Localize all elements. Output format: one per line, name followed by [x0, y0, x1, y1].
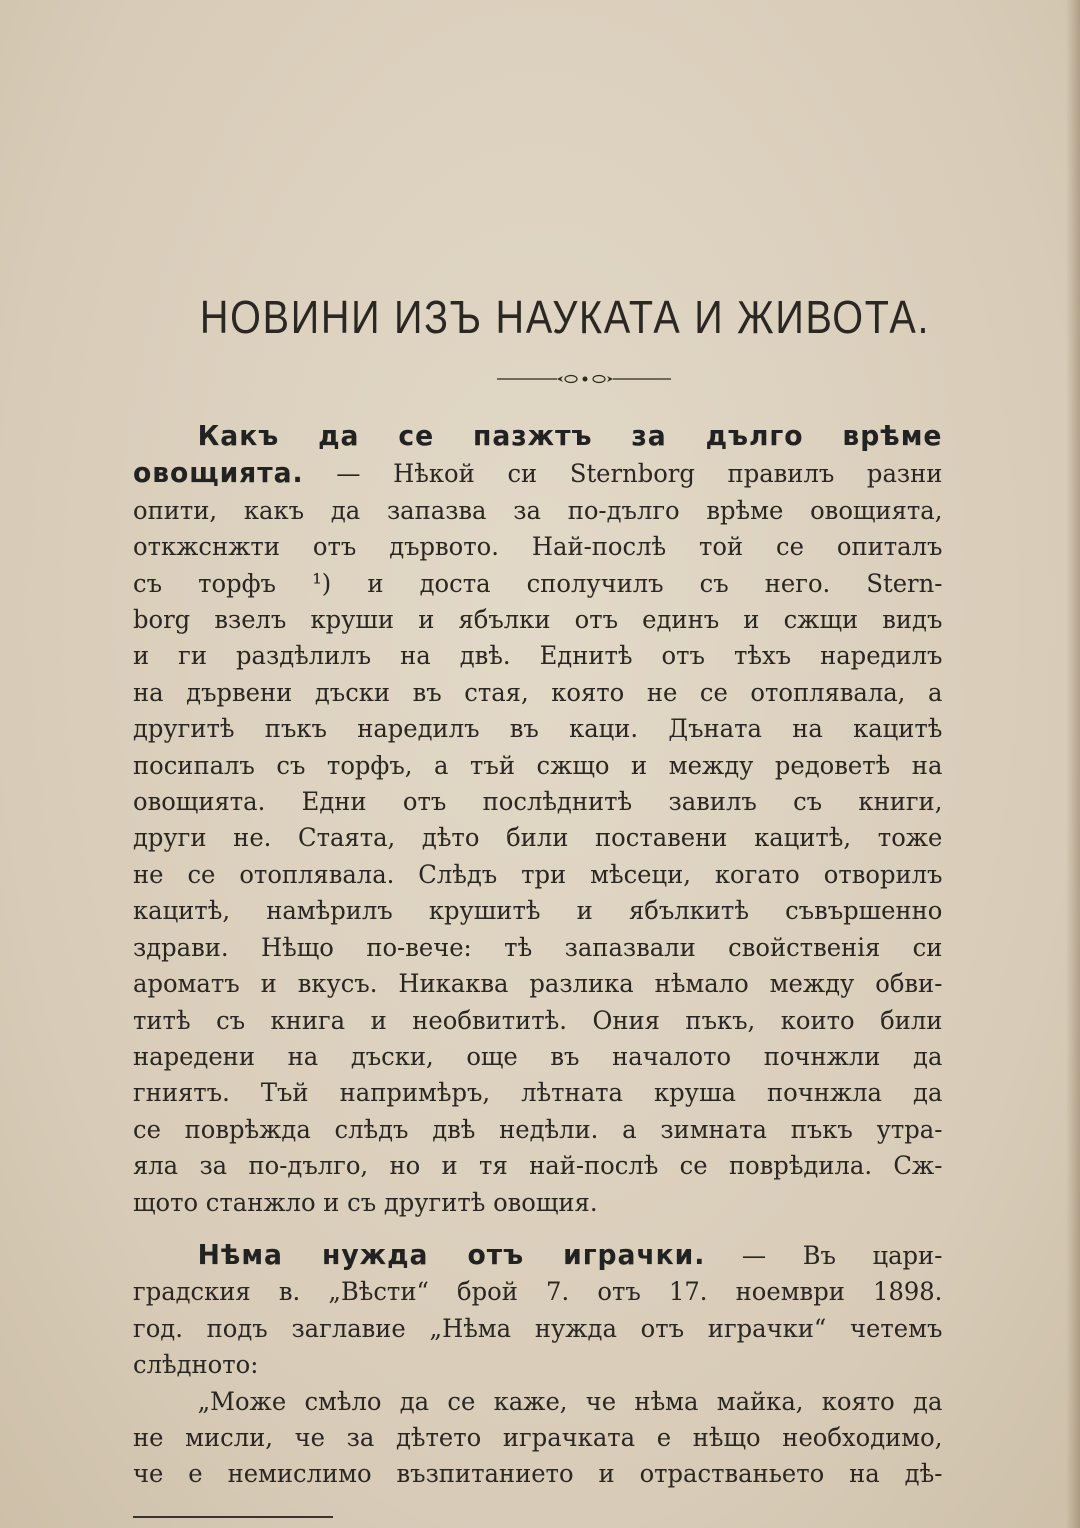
footnote-divider	[133, 1516, 333, 1518]
text-line: гниятъ. Тъй напримѣръ, лѣтната круша почнжла да	[133, 1078, 943, 1109]
page-title: НОВИНИ ИЗЪ НАУКАТА И ЖИВОТА.	[199, 291, 931, 343]
text-line: „Може смѣло да се каже, че нѣма майка, която да	[197, 1386, 943, 1417]
text-line: ароматъ и вкусъ. Никаква разлика нѣмало между обви-	[133, 969, 943, 1000]
text-line: и ги раздѣлилъ на двѣ. Еднитѣ отъ тѣхъ наредилъ	[133, 641, 943, 672]
text-line: овощията. Едни отъ послѣднитѣ завилъ съ книги,	[133, 787, 943, 818]
text-line: съ торфъ ¹) и доста сполучилъ съ него. Stern-	[133, 568, 943, 599]
text-line: borg взелъ круши и ябълки отъ единъ и сжщи видъ	[133, 605, 943, 636]
text-line: на дървени дъски въ стая, която не се отоплявала, а	[133, 677, 943, 708]
section-heading-cont: овощията.	[133, 456, 304, 490]
text-line: посипалъ съ торфъ, а тъй сжщо и между редоветѣ на	[133, 750, 943, 781]
text-line	[133, 418, 942, 455]
text-line: се поврѣжда слѣдъ двѣ недѣли. а зимната пъкъ утра-	[133, 1114, 943, 1145]
text-line: не мисли, че за дѣтето играчката е нѣщо необходимо,	[133, 1423, 943, 1454]
section-heading: Нѣма нужда отъ играчки.	[197, 1238, 706, 1271]
text-line: Нѣма нужда отъ играчки. — Въ цари-	[197, 1238, 943, 1271]
text-line: откжснжти отъ дървото. Най-послѣ той се опиталъ	[133, 532, 943, 563]
section-heading: Какъ да се пазжтъ за дълго врѣме	[197, 419, 943, 452]
text-line: слѣдното:	[133, 1350, 259, 1381]
text-line: яла за по-дълго, но и тя най-послѣ се поврѣдила. Сж-	[133, 1151, 943, 1182]
article-pazene-ovoshtia	[133, 418, 942, 1221]
ornament-divider	[495, 370, 675, 388]
text-line: щото станжло и съ другитѣ овощия.	[133, 1187, 598, 1218]
article-niama-nuzhda-ot-igrachki	[133, 1237, 942, 1493]
text-line: градския в. „Вѣсти“ брой 7. отъ 17. ноември 1898.	[133, 1277, 943, 1308]
text-line: титѣ съ книга и необвититѣ. Ония пъкъ, които били	[133, 1005, 943, 1036]
text-line: други не. Стаята, дѣто били поставени кацитѣ, тоже	[133, 823, 943, 854]
page-edge-shadow	[1066, 0, 1080, 1528]
text-line: не се отоплявала. Слѣдъ три мѣсеци, когато отворилъ	[133, 859, 943, 890]
text-line: опити, какъ да запазва за по-дълго врѣме овощията,	[133, 495, 943, 526]
text-line: че е немислимо възпитанието и отрастваньето на дѣ-	[133, 1459, 943, 1490]
text-line: овощията. — Нѣкой си Sternborg правилъ разни	[133, 456, 943, 490]
text-line: наредени на дъски, още въ началото почнжли да	[133, 1041, 943, 1072]
text-line: кацитѣ, намѣрилъ крушитѣ и ябълкитѣ съвършенно	[133, 896, 943, 927]
text-line: другитѣ пъкъ наредилъ въ каци. Дъната на кацитѣ	[133, 714, 943, 745]
text-line: здрави. Нѣщо по-вече: тѣ запазвали свойственія си	[133, 932, 943, 963]
text-line: год. подъ заглавие „Нѣма нужда отъ играчки“ четемъ	[133, 1313, 943, 1344]
